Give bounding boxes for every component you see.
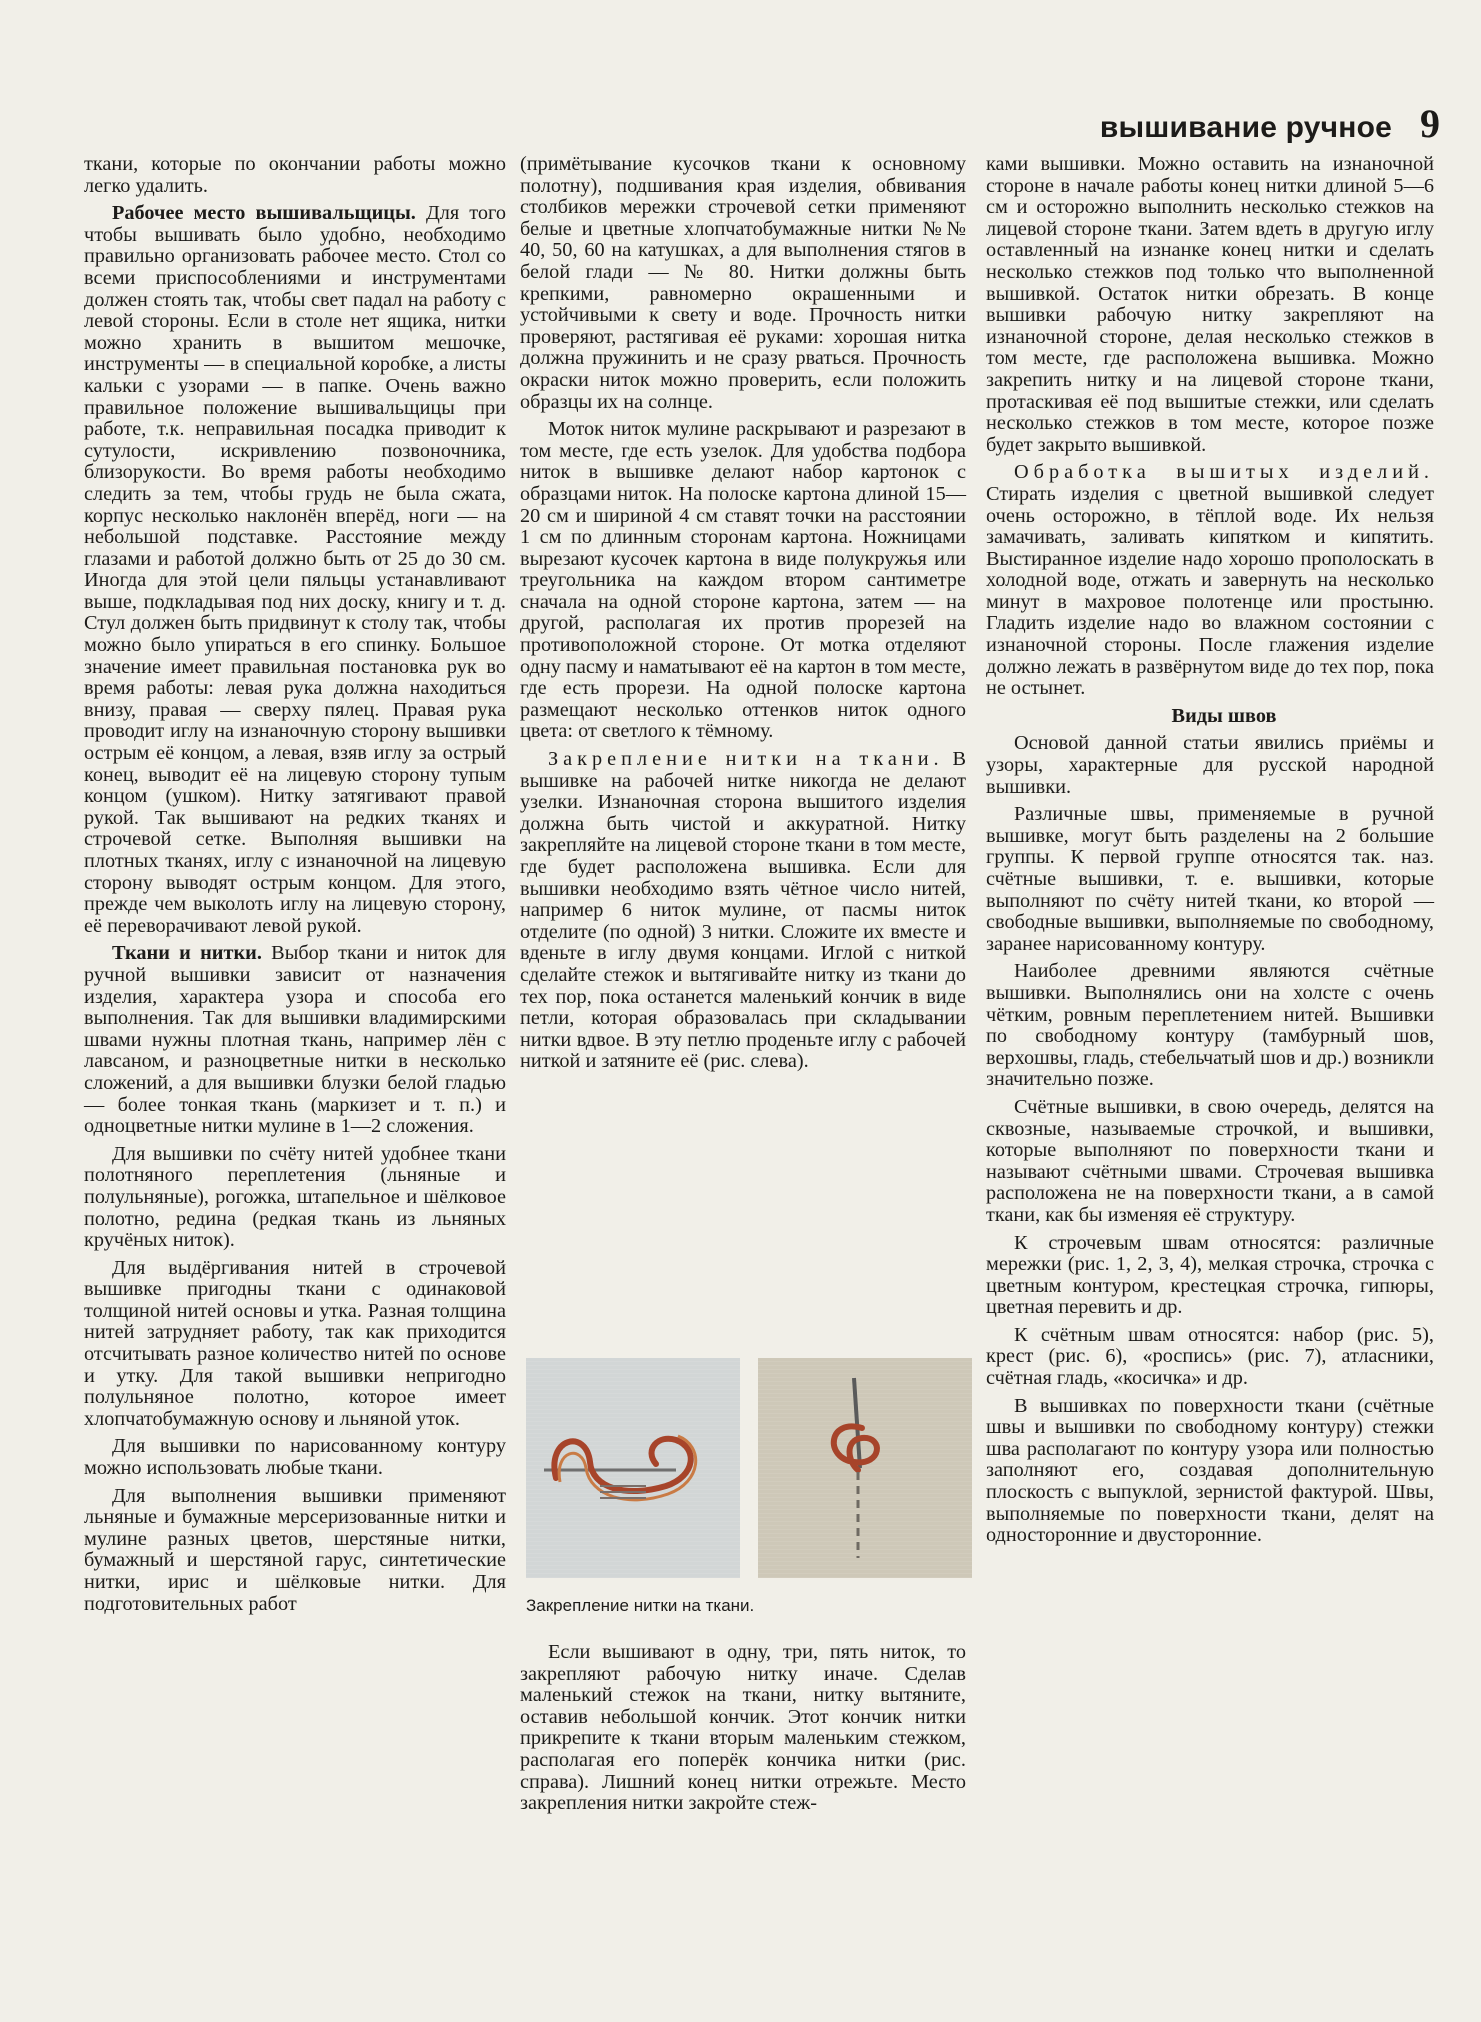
paragraph-text: Выбор ткани и ниток для ручной вышивки зависит от назначения изделия, характера узора и способа его выполнения. Так для вышивки владимирскими швами нужны плотная ткань, например лён с лавсаном, и разноцветные нитки в несколько сложений, а для вышивки блузки белой гладью — более тонкая ткань (маркизет и т. п.) и одноцветные нитки мулине в 1—2 сложения. bbox=[84, 942, 507, 1138]
paragraph: К счётным швам относятся: набор (рис. 5), крест (рис. 6), «роспись» (рис. 7), атласники, счётная гладь, «косичка» и др. bbox=[986, 1323, 1434, 1390]
figure-caption: Закрепление нитки на ткани. bbox=[526, 1596, 755, 1615]
subheading-fabrics: Ткани и нитки. bbox=[112, 942, 262, 965]
paragraph-text: В вышивке на рабочей нитке никогда не делают узелки. Изнаночная сторона вышитого изделия должна быть чистой и аккуратной. Нитку закрепляйте на лицевой стороне ткани в том месте, где будет расположена вышивка. Если для вышивки необходимо взять чётное число нитей, например 6 ниток мулине, от пасмы ниток отделите (по одной) 3 нитки. Сложите их вместе и вденьте в иглу двумя концами. Иглой с ниткой сделайте стежок и вытягивайте нитку из ткани до тех пор, пока останется маленький кончик в виде петли, которая образовалась при складывании нитки вдвое. В эту петлю проденьте иглу с рабочей ниткой и затяните её (рис. слева). bbox=[520, 748, 966, 1073]
needle-loop-illustration bbox=[526, 1358, 740, 1578]
paragraph bbox=[520, 749, 966, 1073]
paragraph: Основой данной статьи явились приёмы и узоры, характерные для русской народной вышивки. bbox=[986, 732, 1434, 798]
paragraph: ткани, которые по окончании работы можно легко удалить. bbox=[84, 153, 506, 197]
column-1 bbox=[84, 154, 506, 1621]
section-title: вышивание ручное bbox=[1099, 111, 1392, 144]
paragraph: Для вышивки по нарисованному контуру можно использовать любые ткани. bbox=[84, 1435, 506, 1480]
photo-left bbox=[526, 1358, 740, 1578]
paragraph: ками вышивки. Можно оставить на изнаночной стороне в начале работы конец нитки длиной 5—6 см и осторожно выполнить несколько стежков на лицевой стороне ткани. Затем вдеть в другую иглу оставленный на изнанке конец нитки и сделать несколько стежков под только что выполненной вышивкой. Остаток нитки обрезать. В конце вышивки рабочую нитку закрепляют на изнаночной стороне, делая несколько стежков в том месте, где расположена вышивка. Можно закрепить нитку и на лицевой стороне ткани, протаскивая её под вышитые стежки, или сделать несколько стежков в том месте, которое позже будет закрыто вышивкой. bbox=[986, 153, 1434, 456]
column-3 bbox=[986, 154, 1434, 1553]
paragraph: Моток ниток мулине раскрывают и разрезают в том месте, где есть узелок. Для удобства подбора ниток в вышивке делают набор картонок с образцами ниток. На полоске картона длиной 15—20 см и шириной 4 см ставят точки на расстоянии 1 см по длинным сторонам картона. Ножницами вырезают кусочек картона в виде полукружья или треугольника на каждом втором сантиметре сначала на одной стороне картона, затем — на другой, располагая их против прорезей на противоположной стороне. От мотка отделяют одну пасму и наматывают её на картон в том месте, где есть прорези. На одной полоске картона размещают несколько оттенков ниток одного цвета: от светлого к тёмному. bbox=[520, 418, 966, 743]
needle-stitch-illustration bbox=[758, 1358, 972, 1578]
paragraph: Если вышивают в одну, три, пять ниток, то закрепляют рабочую нитку иначе. Сделав маленький стежок на ткани, нитку вытяните, оставив небольшой кончик. Этот кончик нитки прикрепите к ткани вторым маленьким стежком, располагая его поперёк кончика нитки (рис. справа). Лишний конец нитки отрежьте. Место закрепления нитки закройте стеж- bbox=[520, 1641, 966, 1815]
paragraph: Различные швы, применяемые в ручной вышивке, могут быть разделены на 2 большие группы. К первой группе относятся так. наз. счётные вышивки, т. е. вышивки, которые выполняют по счёту нитей ткани, ко второй — свободные вышивки, выполняемые по свободному, заранее нарисованному контуру. bbox=[986, 803, 1434, 955]
thread-fixing-figure bbox=[526, 1358, 972, 1588]
paragraph: В вышивках по поверхности ткани (счётные швы и вышивки по свободному контуру) стежки шва располагают по контуру узора или полностью заполняют его, создавая дополнительную плоскость с выпуклой, зернистой фактурой. Швы, выполняемые по поверхности ткани, делят на односторонние и двусторонние. bbox=[986, 1394, 1434, 1547]
paragraph-text: Стирать изделия с цветной вышивкой следует очень осторожно, в тёплой воде. Их нельзя замачивать, заливать кипятком и кипятить. Выстиранное изделие надо хорошо прополоскать в холодной воде, отжать и завернуть на несколько минут в махровое полотенце или простыню. Гладить изделие надо во влажном состоянии с изнаночной стороны. После глажения изделие должно лежать в развёрнутом виде до тех пор, пока не остынет. bbox=[986, 482, 1434, 700]
paragraph: Для выдёргивания нитей в строчевой вышивке пригодны ткани с одинаковой толщиной нитей основы и утка. Разная толщина нитей затрудняет работу, так как приходится отсчитывать разное количество нитей по основе и утку. Для такой вышивки непригодно полульняное полотно, которое имеет хлопчатобумажную основу и льняной уток. bbox=[84, 1256, 506, 1430]
paragraph bbox=[84, 203, 506, 937]
section-heading-stitch-types: Виды швов bbox=[1171, 704, 1277, 727]
paragraph: Наиболее древними являются счётные вышивки. Выполнялись они на холсте с очень чётким, ровным переплетением нитей. Вышивки по свободному контуру (тамбурный шов, верхошвы, гладь, стебельчатый шов и др.) возникли значительно позже. bbox=[986, 960, 1434, 1091]
paragraph: Для вышивки по счёту нитей удобнее ткани полотняного переплетения (льняные и полульняные), рогожка, штапельное и шёлковое полотно, редина (редкая ткань из льняных кручёных ниток). bbox=[84, 1142, 506, 1252]
subheading-workplace: Рабочее место вышивальщицы. bbox=[112, 202, 416, 225]
paragraph: К строчевым швам относятся: различные мережки (рис. 1, 2, 3, 4), мелкая строчка, строчка с цветным контуром, крестецкая строчка, гипюры, цветная перевить и др. bbox=[986, 1231, 1434, 1319]
paragraph bbox=[986, 462, 1434, 700]
paragraph: Для выполнения вышивки применяют льняные и бумажные мерсеризованные нитки и мулине разных цветов, шерстяные нитки, бумажный и шерстяной гарус, синтетические нитки, ирис и шёлковые нитки. Для подготовительных работ bbox=[84, 1484, 506, 1615]
paragraph: (примётывание кусочков ткани к основному полотну), подшивания края изделия, обвивания столбиков мережки строчевой сетки применяют белые и цветные хлопчатобумажные нитки №№ 40, 50, 60 на катушках, а для выполнения стягов в белой глади — № 80. Нитки должны быть крепкими, равномерно окрашенными и устойчивыми к свету и воде. Прочность нитки проверяют, растягивая её руками: хорошая нитка должна пружинить и не сразу рваться. Прочность окраски ниток можно проверить, если положить образцы их на солнце. bbox=[520, 153, 966, 413]
paragraph-text: Для того чтобы вышивать было удобно, необходимо правильно организовать рабочее место. Стол со всеми приспособлениями и инструментами должен стоять так, чтобы свет падал на работу с левой стороны. Если в столе нет ящика, нитки можно хранить в вышитом мешочке, инструменты — в специальной коробке, а листы кальки с узорами — в папке. Очень важно правильное положение вышивальщицы при работе, т.к. неправильная посадка приводит к сутулости, искривлению позвоночника, близорукости. Во время работы необходимо следить за тем, чтобы грудь не была сжата, корпус несколько наклонён вперёд, ноги — на небольшой подставке. Расстояние между глазами и работой должно быть от 25 до 30 см. Иногда для этой цели пяльцы устанавливают выше, подкладывая под них доску, книгу и т. д. Стул должен быть придвинут к столу так, чтобы можно было упираться в его спинку. Большое значение имеет правильная постановка рук во время работы: левая рука должна находиться внизу, правая — сверху пялец. Правая рука проводит иглу на изнаночную сторону вышивки острым её концом, а левая, взяв иглу за острый конец, выводит её на лицевую сторону тупым концом (ушком). Нитку затягивают правой рукой. Так вышивают на редких тканях и строчевой сетке. Выполняя вышивки на плотных тканях, иглу с изнаночной на лицевую сторону выводят острым концом. Для этого, прежде чем выколоть иглу на лицевую сторону, её переворачивают левой рукой. bbox=[84, 202, 506, 937]
paragraph bbox=[84, 943, 506, 1137]
subheading-thread-fixing: Закрепление нитки на ткани. bbox=[548, 748, 944, 771]
page-number: 9 bbox=[1420, 101, 1440, 146]
photo-right bbox=[758, 1358, 972, 1578]
column-2-continued bbox=[520, 1642, 966, 1821]
column-2 bbox=[520, 154, 966, 1079]
page-header bbox=[1000, 100, 1440, 148]
paragraph: Счётные вышивки, в свою очередь, делятся на сквозные, называемые строчкой, и вышивки, которые выполняют по поверхности ткани и называют счётными швами. Строчевая вышивка расположена не на поверхности ткани, а в самой ткани, как бы изменяя её структуру. bbox=[986, 1095, 1434, 1226]
subheading-care: Обработка вышитых изделий. bbox=[1014, 461, 1434, 484]
